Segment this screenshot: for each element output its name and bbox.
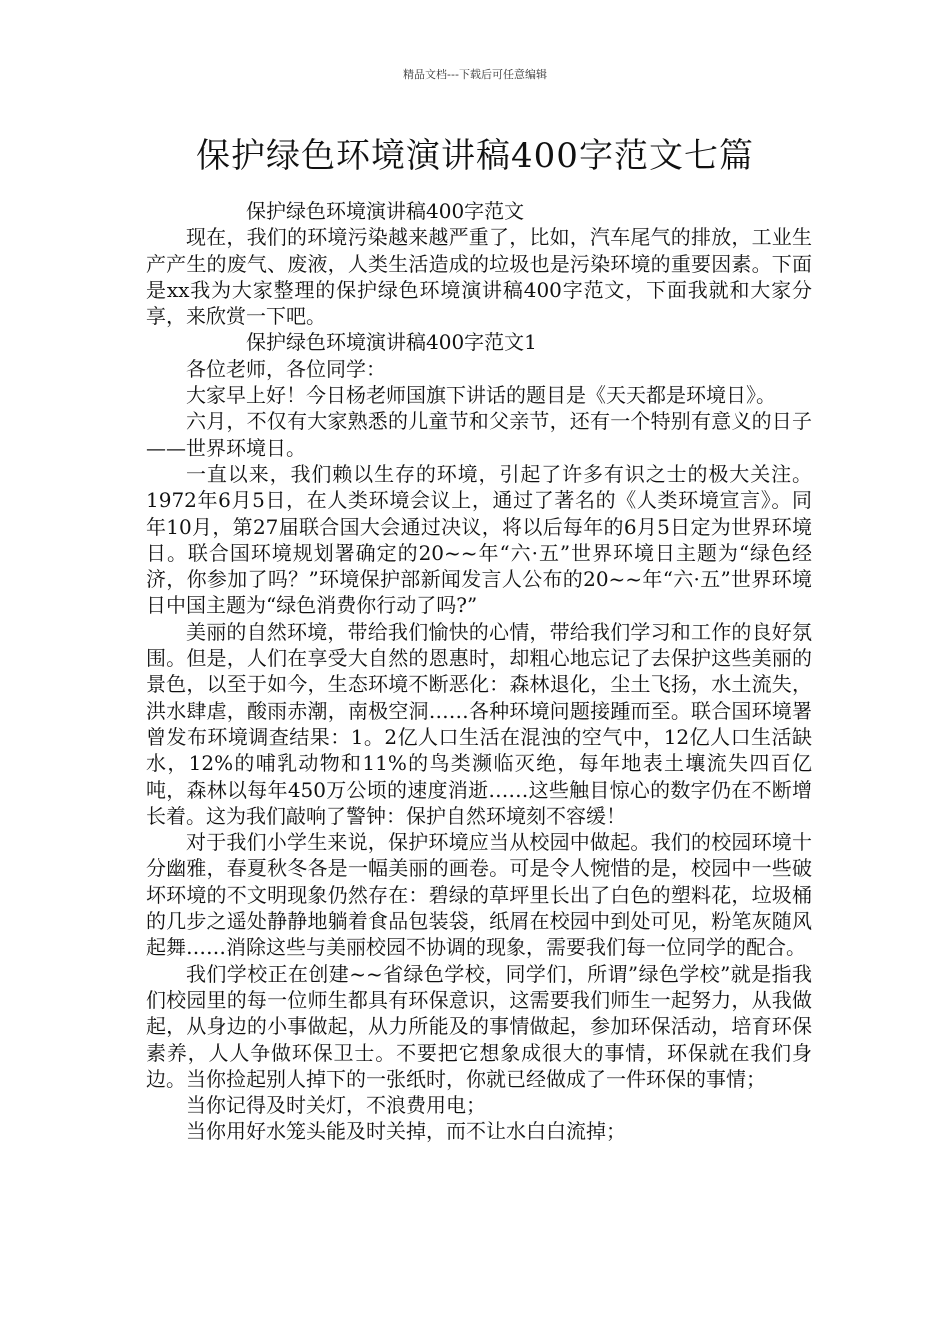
body-paragraph: 六月，不仅有大家熟悉的儿童节和父亲节，还有一个特别有意义的日子——世界环境日。 bbox=[146, 409, 812, 460]
body-paragraph: 美丽的自然环境，带给我们愉快的心情，带给我们学习和工作的良好氛围。但是，人们在享受大自然的恩惠时，却粗心地忘记了去保护这些美丽的景色，以至于如今，生态环境不断恶化：森林退化，尘土飞扬，水土流失，洪水肆虐，酸雨赤潮，南极空洞……各种环境问题接踵而至。联合国环境署曾发布环境调查结果：1。2亿人口生活在混浊的空气中，12亿人口生活缺水，12%的哺乳动物和11%的鸟类濒临灭绝，每年地表土壤流失四百亿吨，森林以每年450万公顷的速度消逝……这些触目惊心的数字仍在不断增长着。这为我们敲响了警钟：保护自然环境刻不容缓！ bbox=[146, 619, 812, 828]
section-subtitle: 保护绿色环境演讲稿400字范文 bbox=[246, 199, 525, 223]
body-paragraph: 大家早上好！今日杨老师国旗下讲话的题目是《天天都是环境日》。 bbox=[186, 383, 776, 408]
body-paragraph: 各位老师，各位同学： bbox=[186, 356, 386, 381]
body-paragraph: 当你记得及时关灯，不浪费用电； bbox=[186, 1093, 486, 1118]
header-note: 精品文档---下载后可任意编辑 bbox=[403, 68, 547, 81]
body-paragraph: 现在，我们的环境污染越来越严重了，比如，汽车尾气的排放，工业生产产生的废气、废液，人类生活造成的垃圾也是污染环境的重要因素。下面是xx我为大家整理的保护绿色环境演讲稿400字范文，下面我就和大家分享，来欣赏一下吧。 bbox=[146, 225, 812, 329]
document-title: 保护绿色环境演讲稿400字范文七篇 bbox=[196, 136, 754, 176]
body-paragraph: 我们学校正在创建~~省绿色学校，同学们，所谓”绿色学校”就是指我们校园里的每一位师生都具有环保意识，这需要我们师生一起努力，从我做起，从身边的小事做起，从力所能及的事情做起，参加环保活动，培育环保素养，人人争做环保卫士。不要把它想象成很大的事情，环保就在我们身边。当你捡起别人掉下的一张纸时，你就已经做成了一件环保的事情； bbox=[146, 961, 812, 1091]
body-paragraph: 对于我们小学生来说，保护环境应当从校园中做起。我们的校园环境十分幽雅，春夏秋冬各是一幅美丽的画卷。可是令人惋惜的是，校园中一些破坏环境的不文明现象仍然存在：碧绿的草坪里长出了白色的塑料花，垃圾桶的几步之遥处静静地躺着食品包装袋，纸屑在校园中到处可见，粉笔灰随风起舞……消除这些与美丽校园不协调的现象，需要我们每一位同学的配合。 bbox=[146, 830, 812, 960]
body-paragraph: 当你用好水笼头能及时关掉，而不让水白白流掉； bbox=[186, 1119, 626, 1144]
section-subtitle: 保护绿色环境演讲稿400字范文1 bbox=[246, 330, 537, 355]
document-body bbox=[146, 198, 812, 1145]
body-paragraph: 一直以来，我们赖以生存的环境，引起了许多有识之士的极大关注。1972年6月5日，在人类环境会议上，通过了著名的《人类环境宣言》。同年10月，第27届联合国大会通过决议，将以后每年的6月5日定为世界环境日。联合国环境规划署确定的20~~年“六·五”世界环境日主题为“绿色经济，你参加了吗？”环境保护部新闻发言人公布的20~~年“六·五”世界环境日中国主题为“绿色消费你行动了吗?” bbox=[146, 461, 812, 618]
